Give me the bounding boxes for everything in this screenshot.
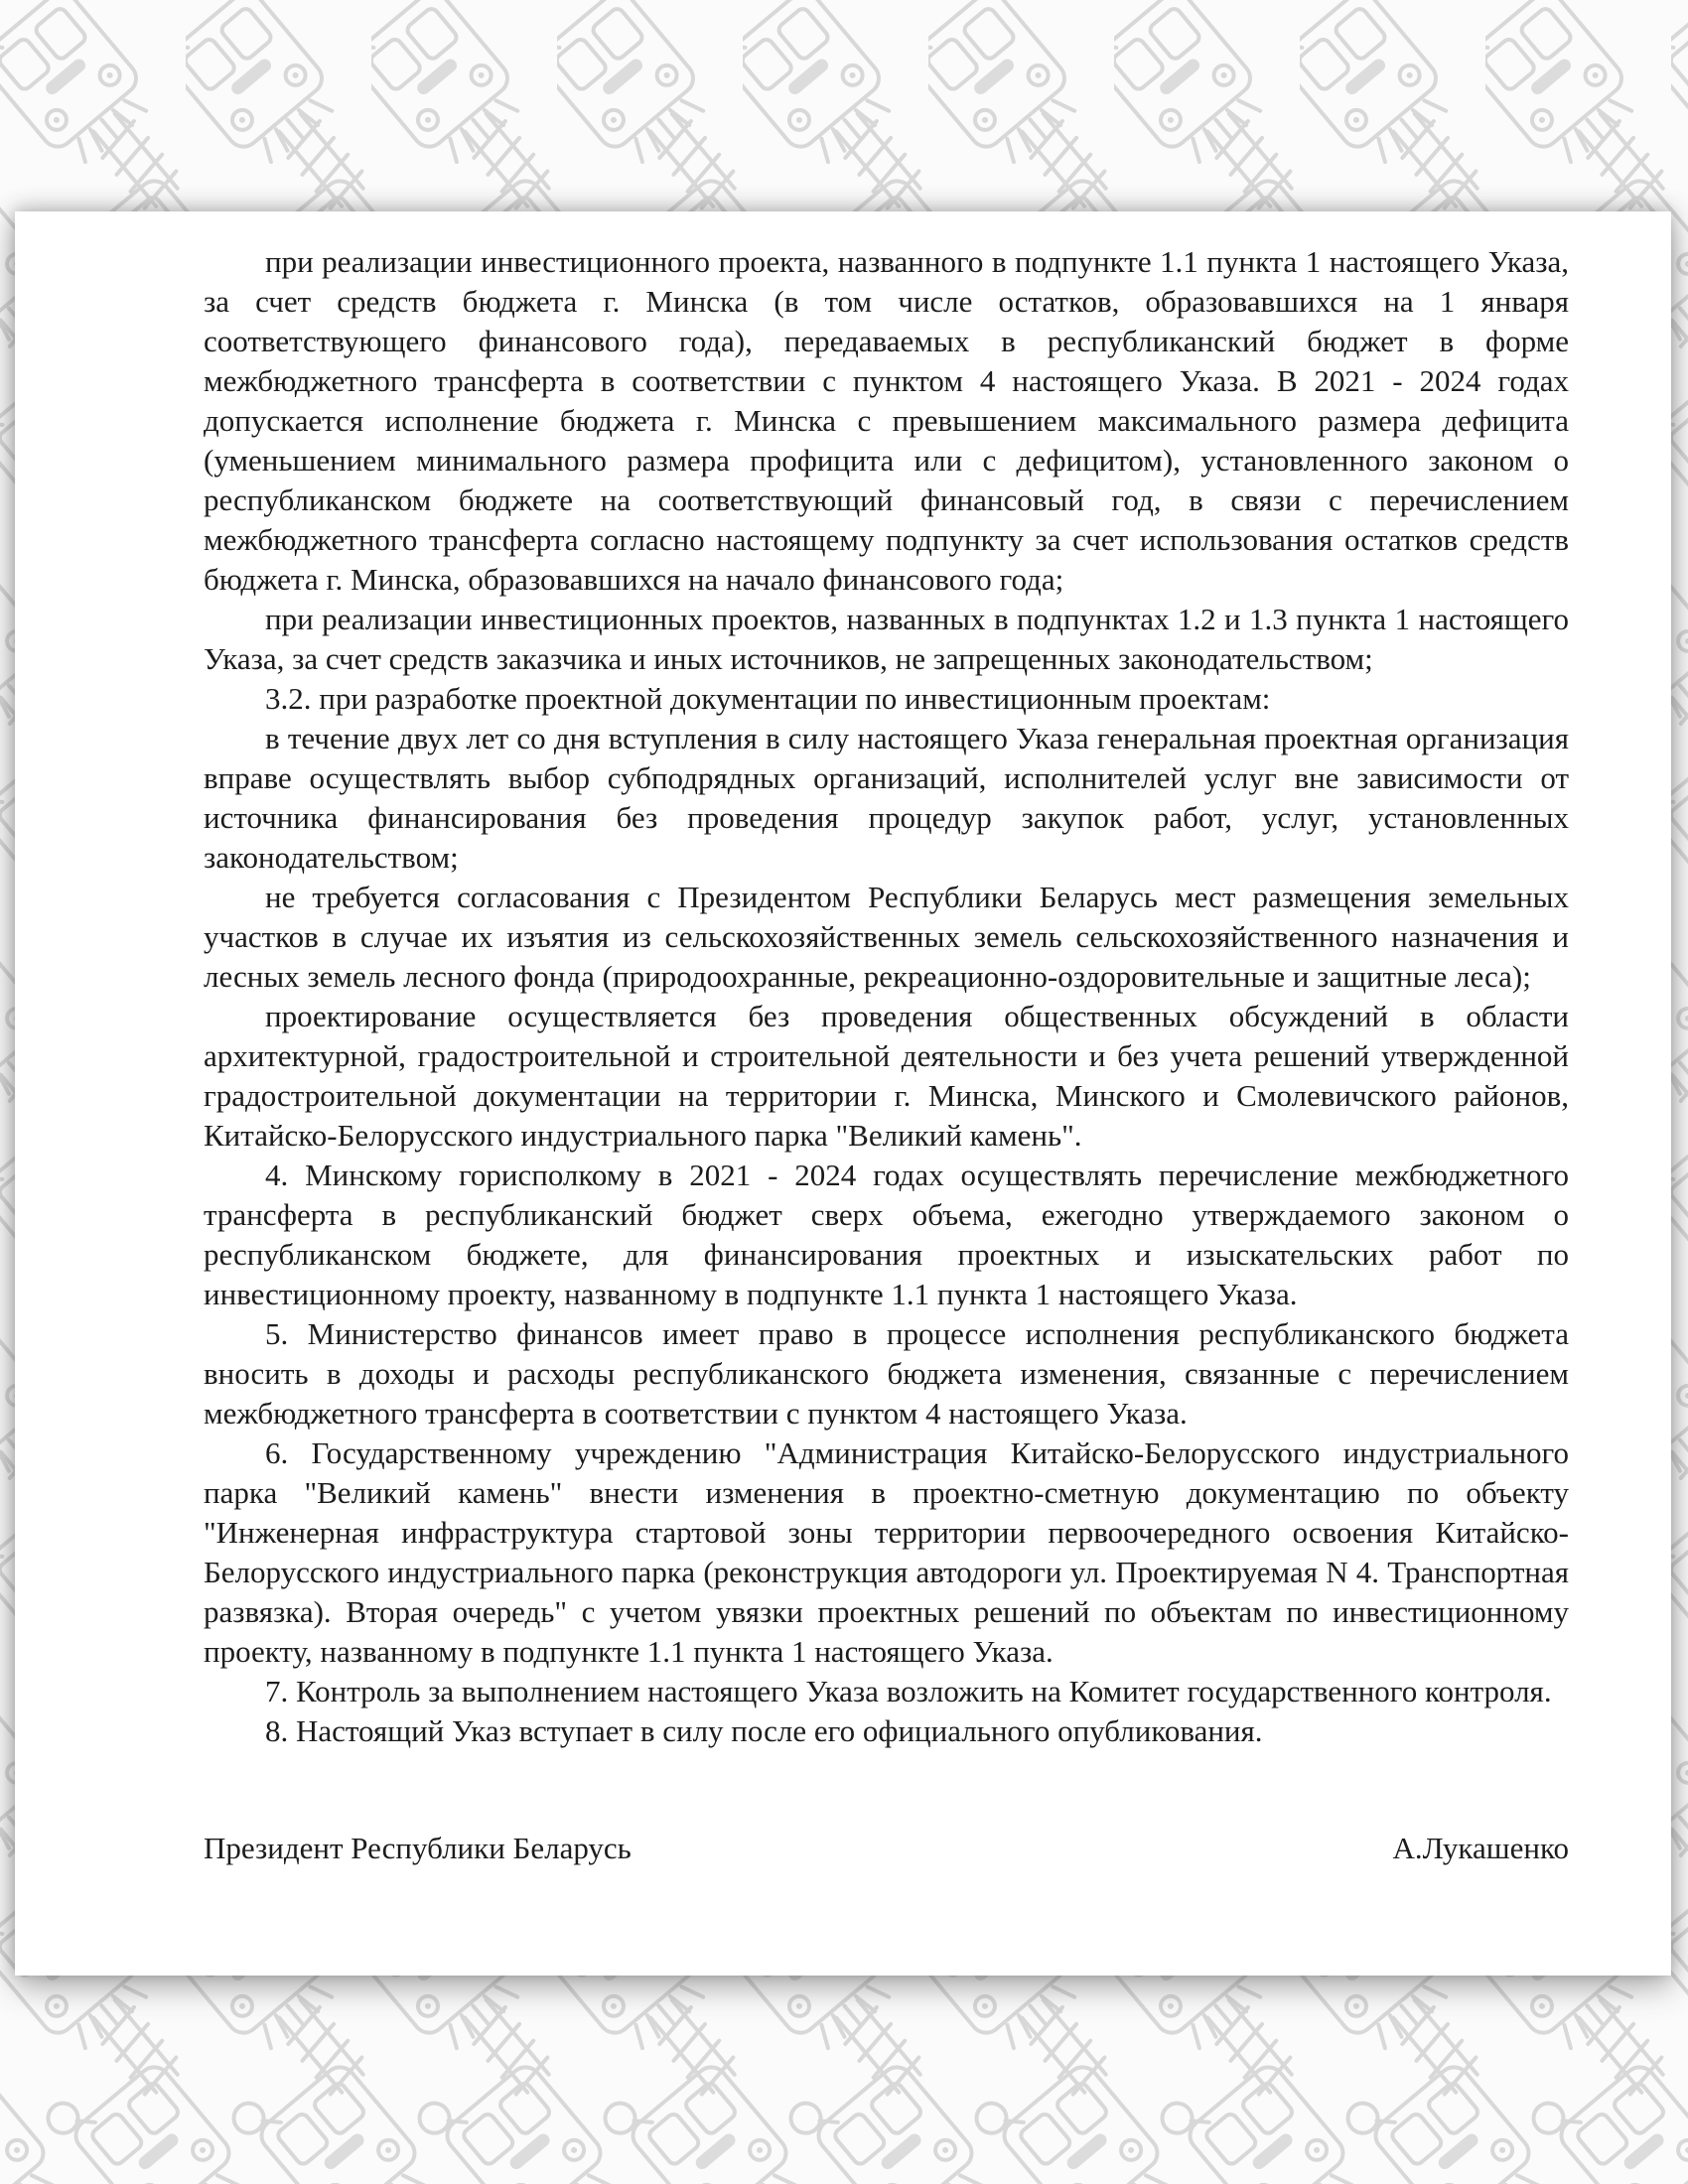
decree-paragraph-1: при реализации инвестиционного проекта, названного в подпункте 1.1 пункта 1 настоящего Указа, за счет средств бюджета г. Минска (в том числе остатков, образовавшихся на 1 января соответствующего финансового года), передаваемых в республиканский бюджет в форме межбюджетного трансферта в соответствии с пунктом 4 настоящего Указа. В 2021 - 2024 годах допускается исполнение бюджета г. Минска с превышением максимального размера дефицита (уменьшением минимального размера профицита или с дефицитом), установленного законом о республиканском бюджете на соответствующий финансовый год, в связи с перечислением межбюджетного трансферта согласно настоящему подпункту за счет использования остатков средств бюджета г. Минска, образовавшихся на начало финансового года; — [204, 244, 1569, 597]
decree-paragraph-9: 6. Государственному учреждению "Администрация Китайско-Белорусского индустриального парка "Великий камень" внести изменения в проектно-сметную документацию по объекту "Инженерная инфраструктура стартовой зоны территории первоочередного освоения Китайско-Белорусского индустриального парка (реконструкция автодороги ул. Проектируемая N 4. Транспортная развязка). Вторая очередь" с учетом увязки проектных решений по объектам по инвестиционному проекту, названному в подпункте 1.1 пункта 1 настоящего Указа. — [204, 1435, 1569, 1669]
decree-paragraph-11: 8. Настоящий Указ вступает в силу после его официального опубликования. — [265, 1713, 1263, 1748]
decree-paragraph-6: проектирование осуществляется без проведения общественных обсуждений в области архитектурной, градостроительной и строительной деятельности и без учета решений утвержденной градостроительной документации на территории г. Минска, Минского и Смолевичского районов, Китайско-Белорусского индустриального парка "Великий камень". — [204, 999, 1569, 1153]
decree-paragraph-2: при реализации инвестиционных проектов, названных в подпунктах 1.2 и 1.3 пункта 1 настоящего Указа, за счет средств заказчика и иных источников, не запрещенных законодательством; — [204, 602, 1569, 676]
decree-paragraph-10: 7. Контроль за выполнением настоящего Указа возложить на Комитет государственного контроля. — [265, 1674, 1552, 1708]
decree-paragraph-5: не требуется согласования с Президентом Республики Беларусь мест размещения земельных участков в случае их изъятия из сельскохозяйственных земель сельскохозяйственного назначения и лесных земель лесного фонда (природоохранные, рекреационно-оздоровительные и защитные леса); — [204, 880, 1569, 994]
decree-paragraph-3: 3.2. при разработке проектной документации по инвестиционным проектам: — [265, 681, 1271, 716]
signature-name: А.Лукашенко — [1392, 1831, 1569, 1865]
signature-title: Президент Республики Беларусь — [204, 1831, 632, 1865]
signature-row — [204, 1829, 1569, 1868]
decree-paragraph-7: 4. Минскому горисполкому в 2021 - 2024 годах осуществлять перечисление межбюджетного трансферта в республиканский бюджет сверх объема, ежегодно утверждаемого законом о республиканском бюджете, для финансирования проектных и изыскательских работ по инвестиционному проекту, названному в подпункте 1.1 пункта 1 настоящего Указа. — [204, 1158, 1569, 1311]
document-page — [15, 211, 1671, 1976]
decree-paragraph-8: 5. Министерство финансов имеет право в процессе исполнения республиканского бюджета вносить в доходы и расходы республиканского бюджета изменения, связанные с перечислением межбюджетного трансферта в соответствии с пунктом 4 настоящего Указа. — [204, 1316, 1569, 1431]
decree-paragraph-4: в течение двух лет со дня вступления в силу настоящего Указа генеральная проектная организация вправе осуществлять выбор субподрядных организаций, исполнителей услуг вне зависимости от источника финансирования без проведения процедур закупок работ, услуг, установленных законодательством; — [204, 721, 1569, 875]
decree-text-block — [204, 242, 1569, 1751]
